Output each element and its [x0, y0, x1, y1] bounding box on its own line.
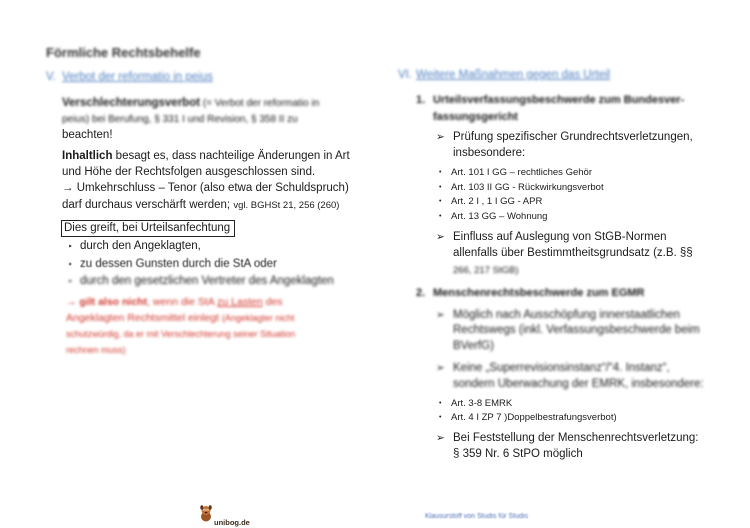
dot-bullet-icon: •: [439, 198, 442, 205]
item-1-point-2-line-2: allenfalls über Bestimmtheitsgrundsatz (z.B. §§: [453, 247, 693, 259]
bullet-marker: ‣: [68, 277, 73, 286]
note-line-4: rechnen muss): [66, 345, 126, 355]
item-1-article-4: Art. 13 GG – Wohnung: [451, 211, 548, 222]
item-2-point-2-line-1: Keine „Superrevisionsinstanz“/“4. Instanz“,: [453, 362, 670, 374]
item-1-point-2-line-1: Einfluss auf Auslegung von StGB-Normen: [453, 231, 667, 243]
bullet-item-2: zu dessen Gunsten durch die StA oder: [80, 258, 277, 270]
arrow-bullet-icon: ➢: [436, 362, 445, 374]
section-v-title: Verbot der reformatio in peius: [62, 71, 213, 83]
bullet-item-1: durch den Angeklagten,: [80, 240, 201, 252]
intro-line-1-rest: (= Verbot der reformatio in: [200, 98, 320, 109]
content-lead: Inhaltlich: [62, 150, 113, 162]
content-line-4: [62, 198, 339, 213]
content-line-4-text: darf durchaus verschärft werden;: [62, 199, 234, 211]
content-line-2: und Höhe der Rechtsfolgen ausgeschlossen sind.: [62, 166, 316, 178]
item-1-title-line-2: fassungsgericht: [433, 111, 518, 123]
bullet-marker: ‣: [68, 242, 73, 251]
logo-text: unibog.de: [214, 518, 250, 527]
item-1-point-1-line-1: Prüfung spezifischer Grundrechtsverletzungen,: [453, 131, 693, 143]
content-line-3: → Umkehrschluss – Tenor (also etwa der Schuldspruch): [62, 182, 349, 194]
footer-logo: [199, 504, 250, 527]
item-1-article-2: Art. 103 II GG - Rückwirkungsverbot: [451, 182, 604, 193]
item-1-point-1-line-2: insbesondere:: [453, 147, 526, 159]
dot-bullet-icon: •: [439, 400, 442, 407]
section-v-number: V.: [46, 71, 56, 83]
item-2-point-1-line-2: Rechtswegs (inkl. Verfassungsbeschwerde beim: [453, 324, 700, 336]
section-vi-title: Weitere Maßnahmen gegen das Urteil: [416, 69, 611, 81]
item-1-article-1: Art. 101 I GG – rechtliches Gehör: [451, 167, 592, 178]
content-citation: vgl. BGHSt 21, 256 (260): [233, 200, 340, 211]
content-line-1: [62, 149, 350, 164]
arrow-bullet-icon: ➢: [436, 231, 445, 243]
section-vi-number: VI.: [398, 69, 413, 81]
note-line-1: [66, 295, 283, 310]
content-line-1-rest: besagt es, dass nachteilige Änderungen in Art: [112, 150, 350, 162]
item-2-point-1-line-1: Möglich nach Ausschöpfung innerstaatlichen: [453, 309, 680, 321]
note-line-2-text: Angeklagten Rechtsmittel einlegt: [66, 312, 222, 324]
item-2-point-2-line-2: sondern Überwachung der EMRK, insbesondere:: [453, 378, 704, 390]
arrow-bullet-icon: ➢: [436, 309, 445, 321]
intro-line-1: [62, 96, 319, 111]
item-1-title-line-1: Urteilsverfassungsbeschwerde zum Bundesver-: [433, 94, 685, 106]
item-2-point-3-line-2: § 359 Nr. 6 StPO möglich: [453, 448, 583, 460]
bullet-marker: ‣: [68, 260, 73, 269]
dot-bullet-icon: •: [439, 184, 442, 191]
item-1-point-2-line-3: 266, 217 StGB): [453, 265, 519, 276]
item-2-title: Menschenrechtsbeschwerde zum EGMR: [433, 287, 645, 299]
arrow-bullet-icon: ➢: [436, 432, 445, 444]
intro-term: Verschlechterungsverbot: [62, 97, 201, 109]
intro-line-2: peius) bei Berufung, § 331 I und Revision, § 358 II zu: [62, 114, 298, 125]
item-2-number: 2.: [416, 287, 426, 299]
item-1-article-3: Art. 2 I , 1 I GG - APR: [451, 196, 543, 207]
note-underlined: zu Lasten: [217, 296, 263, 308]
item-2-article-2: Art. 4 I ZP 7 )Doppelbestrafungsverbot): [451, 412, 617, 423]
bullet-item-3: durch den gesetzlichen Vertreter des Angeklagten: [80, 275, 334, 287]
item-2-article-1: Art. 3-8 EMRK: [451, 398, 513, 409]
page-title: Förmliche Rechtsbehelfe: [46, 45, 201, 60]
mascot-icon: [199, 504, 213, 527]
note-emphasis: gilt also nicht: [76, 296, 148, 308]
dot-bullet-icon: •: [439, 213, 442, 220]
note-line-3: schutzwürdig, da er mit Verschlechterung seiner Situation: [66, 329, 296, 339]
dot-bullet-icon: •: [439, 414, 442, 421]
note-line-2-small: (Angeklagter nicht: [221, 313, 295, 323]
arrow-icon: →: [66, 296, 77, 308]
item-1-number: 1.: [416, 94, 426, 106]
footer-tagline: Klausurstoff von Studis für Studis: [425, 513, 528, 520]
arrow-bullet-icon: ➢: [436, 131, 445, 143]
intro-line-3: beachten!: [62, 129, 113, 141]
dot-bullet-icon: •: [439, 169, 442, 176]
item-2-point-1-line-3: BVerfG): [453, 340, 494, 352]
boxed-statement: Dies greift, bei Urteilsanfechtung: [61, 220, 235, 237]
note-line-1-mid: , wenn die StA: [147, 296, 218, 308]
note-line-2: [66, 311, 294, 326]
item-2-point-3-line-1: Bei Feststellung der Menschenrechtsverletzung:: [453, 432, 699, 444]
note-line-1-end: des: [262, 296, 283, 308]
